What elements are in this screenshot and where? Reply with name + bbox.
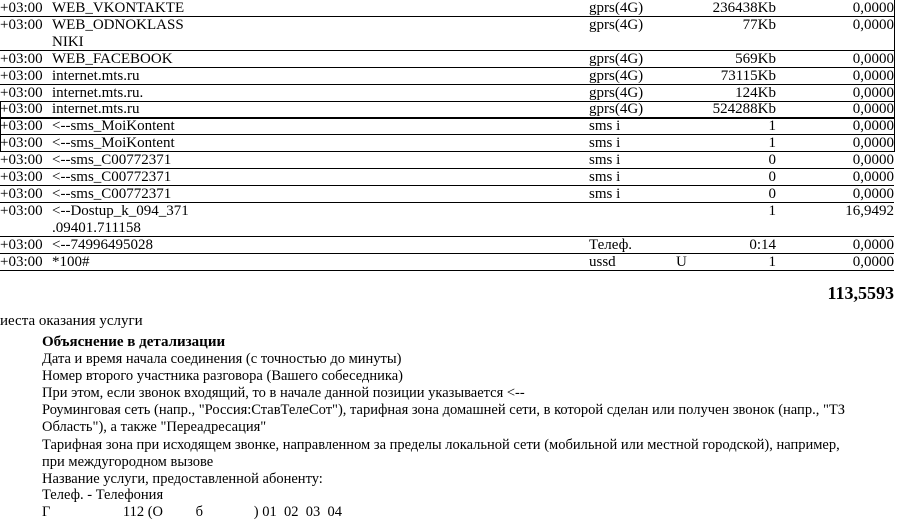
row-number: <--Dostup_k_094_371 .09401.711158 xyxy=(52,203,189,236)
section-label-service-place: иеста оказания услуги xyxy=(0,313,143,329)
legend-line: Телеф. - Телефония xyxy=(42,487,164,503)
legend-line: Тарифная зона при исходящем звонке, направленном за пределы локальной сети (мобильной или местной городской), например, xyxy=(42,437,840,453)
row-amount: 0,0000 xyxy=(852,169,894,185)
row-volume: 524288Kb xyxy=(712,101,776,117)
row-amount: 0,0000 xyxy=(852,68,894,84)
row-number: *100# xyxy=(52,254,90,270)
sms-group-box xyxy=(0,118,895,152)
row-timezone: +03:00 xyxy=(0,17,43,33)
row-service: gprs(4G) xyxy=(589,17,644,33)
table-row xyxy=(0,254,900,271)
row-service: gprs(4G) xyxy=(589,85,644,101)
row-number: <--sms_MoiKontent xyxy=(52,135,175,151)
row-volume: 73115Kb xyxy=(720,68,776,84)
row-service: gprs(4G) xyxy=(589,68,644,84)
row-timezone: +03:00 xyxy=(0,237,43,253)
row-volume: 0:14 xyxy=(749,237,776,253)
row-flag: U xyxy=(676,254,687,270)
row-divider xyxy=(0,253,894,254)
row-service: sms i xyxy=(589,118,621,134)
row-amount: 0,0000 xyxy=(852,51,894,67)
row-timezone: +03:00 xyxy=(0,0,43,16)
legend-line: Номер второго участника разговора (Вашего собеседника) xyxy=(42,368,403,384)
row-divider xyxy=(0,50,894,51)
table-row xyxy=(0,85,900,102)
row-divider xyxy=(0,84,894,85)
row-timezone: +03:00 xyxy=(0,85,43,101)
row-number: WEB_FACEBOOK xyxy=(52,51,173,67)
row-timezone: +03:00 xyxy=(0,186,43,202)
row-volume: 569Kb xyxy=(735,51,776,67)
row-number: <--sms_C00772371 xyxy=(52,169,172,185)
row-number: internet.mts.ru. xyxy=(52,85,144,101)
row-divider xyxy=(0,236,894,237)
row-service: gprs(4G) xyxy=(589,0,644,16)
row-amount: 0,0000 xyxy=(852,186,894,202)
row-amount: 0,0000 xyxy=(852,101,894,117)
table-row xyxy=(0,68,900,85)
row-timezone: +03:00 xyxy=(0,203,43,219)
row-volume: 77Kb xyxy=(742,17,776,33)
row-service: gprs(4G) xyxy=(589,101,644,117)
row-divider xyxy=(0,134,894,135)
legend-line: Область"), а также "Переадресация" xyxy=(42,419,267,435)
table-row xyxy=(0,186,900,203)
row-volume: 124Kb xyxy=(735,85,776,101)
row-amount: 0,0000 xyxy=(852,135,894,151)
legend-line: Название услуги, предоставленной абоненту: xyxy=(42,471,323,487)
table-row xyxy=(0,203,900,237)
row-amount: 0,0000 xyxy=(852,254,894,270)
row-service: Телеф. xyxy=(589,237,633,253)
legend-line: При этом, если звонок входящий, то в начале данной позиции указывается <-- xyxy=(42,385,525,401)
row-volume: 1 xyxy=(768,203,776,219)
legend-title: Объяснение в детализации xyxy=(42,334,226,350)
row-timezone: +03:00 xyxy=(0,254,43,270)
row-amount: 0,0000 xyxy=(852,237,894,253)
legend-line: Дата и время начала соединения (с точностью до минуты) xyxy=(42,351,402,367)
row-number: WEB_VKONTAKTE xyxy=(52,0,185,16)
row-number: <--sms_C00772371 xyxy=(52,152,172,168)
row-divider xyxy=(0,168,894,169)
row-timezone: +03:00 xyxy=(0,118,43,134)
table-row xyxy=(0,0,900,17)
row-amount: 0,0000 xyxy=(852,118,894,134)
row-timezone: +03:00 xyxy=(0,51,43,67)
row-timezone: +03:00 xyxy=(0,68,43,84)
row-number: <--sms_MoiKontent xyxy=(52,118,175,134)
legend-line-cut-off: Г 112 (О б ) 01 02 03 04 xyxy=(42,504,342,520)
row-amount: 0,0000 xyxy=(852,85,894,101)
row-volume: 1 xyxy=(768,254,776,270)
table-row xyxy=(0,237,900,254)
row-number: internet.mts.ru xyxy=(52,101,140,117)
row-divider xyxy=(0,185,894,186)
row-number: <--sms_C00772371 xyxy=(52,186,172,202)
row-service: sms i xyxy=(589,135,621,151)
row-timezone: +03:00 xyxy=(0,169,43,185)
row-timezone: +03:00 xyxy=(0,152,43,168)
row-amount: 0,0000 xyxy=(852,17,894,33)
row-volume: 0 xyxy=(768,186,776,202)
row-service: ussd xyxy=(589,254,616,270)
row-timezone: +03:00 xyxy=(0,101,43,117)
table-bottom-line xyxy=(0,270,894,271)
table-row xyxy=(0,51,900,68)
table-row xyxy=(0,169,900,186)
row-number: WEB_ODNOKLASS NIKI xyxy=(52,17,184,50)
row-divider xyxy=(0,67,894,68)
total-amount: 113,5593 xyxy=(827,283,894,303)
row-amount: 0,0000 xyxy=(852,152,894,168)
row-service: sms i xyxy=(589,186,621,202)
row-volume: 0 xyxy=(768,169,776,185)
table-right-border xyxy=(894,0,895,101)
table-row xyxy=(0,152,900,169)
row-amount: 16,9492 xyxy=(845,203,894,219)
row-timezone: +03:00 xyxy=(0,135,43,151)
row-divider xyxy=(0,202,894,203)
table-row xyxy=(0,17,900,51)
row-number: internet.mts.ru xyxy=(52,68,140,84)
row-service: sms i xyxy=(589,169,621,185)
row-service: gprs(4G) xyxy=(589,51,644,67)
highlighted-row-box xyxy=(0,101,895,118)
row-volume: 236438Kb xyxy=(712,0,776,16)
row-amount: 0,0000 xyxy=(852,0,894,16)
legend-line: Роуминговая сеть (напр., "Россия:СтавТелеСот"), тарифная зона домашней сети, в которой сделан или получен звонок (напр., "ТЗ xyxy=(42,402,845,418)
row-divider xyxy=(0,16,894,17)
row-volume: 0 xyxy=(768,152,776,168)
row-number: <--74996495028 xyxy=(52,237,153,253)
row-volume: 1 xyxy=(768,118,776,134)
row-volume: 1 xyxy=(768,135,776,151)
legend-line: при междугородном вызове xyxy=(42,454,214,470)
row-service: sms i xyxy=(589,152,621,168)
